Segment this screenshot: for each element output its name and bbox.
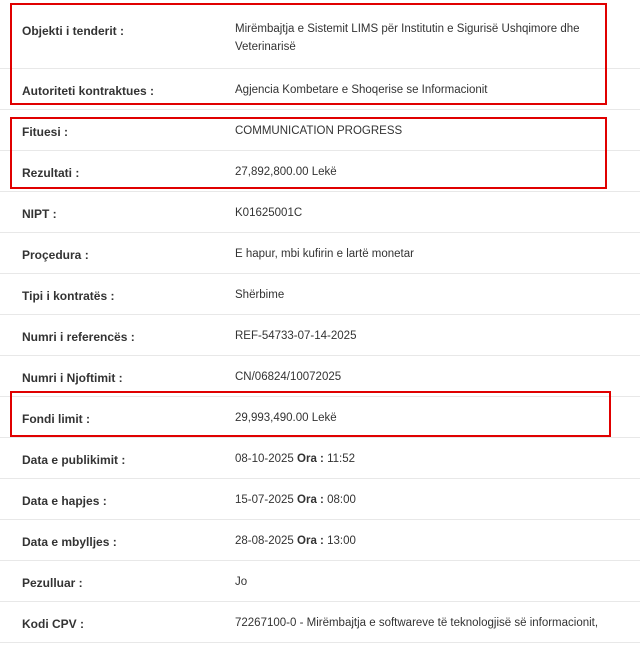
label-closing-date: Data e mbylljes : (22, 535, 117, 549)
row-opening-date (0, 479, 640, 520)
label-reference-number: Numri i referencës : (22, 330, 135, 344)
row-fund-limit (0, 397, 640, 438)
row-suspended (0, 561, 640, 602)
value-reference-number: REF-54733-07-14-2025 (235, 330, 357, 342)
row-reference-number (0, 315, 640, 356)
label-procedure: Proçedura : (22, 248, 89, 262)
label-cpv-code: Kodi CPV : (22, 617, 84, 631)
label-suspended: Pezulluar : (22, 576, 83, 590)
label-object: Objekti i tenderit : (22, 24, 125, 38)
row-publication-date (0, 438, 640, 479)
row-procedure (0, 233, 640, 274)
row-notice-number (0, 356, 640, 397)
row-result (0, 151, 640, 192)
label-fund-limit: Fondi limit : (22, 412, 90, 426)
closing-time: 13:00 (327, 535, 356, 547)
opening-time-label: Ora : (297, 494, 324, 506)
opening-time: 08:00 (327, 494, 356, 506)
label-opening-date: Data e hapjes : (22, 494, 107, 508)
publication-time: 11:52 (327, 453, 356, 465)
value-nipt: K01625001C (235, 207, 303, 219)
row-winner (0, 110, 640, 151)
value-notice-number: CN/06824/10072025 (235, 371, 342, 383)
value-opening-date (235, 491, 615, 509)
label-winner: Fituesi : (22, 125, 69, 139)
row-cpv-code (0, 602, 640, 643)
label-nipt: NIPT : (22, 207, 57, 221)
value-cpv-code: 72267100-0 - Mirëmbajtja e softwareve të teknologjisë së informacionit, (235, 617, 599, 629)
value-suspended: Jo (235, 576, 248, 588)
row-nipt (0, 192, 640, 233)
opening-date: 15-07-2025 (235, 494, 294, 506)
value-procedure: E hapur, mbi kufirin e lartë monetar (235, 248, 414, 260)
value-fund-limit: 29,993,490.00 Lekë (235, 412, 337, 424)
value-closing-date (235, 532, 615, 550)
row-object (0, 0, 640, 69)
value-object: Mirëmbajtja e Sistemit LIMS për Institutin e Sigurisë Ushqimore dhe Veterinarisë (235, 23, 580, 53)
label-notice-number: Numri i Njoftimit : (22, 371, 123, 385)
value-contracting-authority: Agjencia Kombetare e Shoqerise se Informacionit (235, 84, 488, 96)
label-contract-type: Tipi i kontratës : (22, 289, 115, 303)
publication-date: 08-10-2025 (235, 453, 294, 465)
label-result: Rezultati : (22, 166, 80, 180)
row-contracting-authority (0, 69, 640, 110)
value-publication-date (235, 450, 615, 468)
publication-time-label: Ora : (297, 453, 324, 465)
label-publication-date: Data e publikimit : (22, 453, 126, 467)
row-contract-type (0, 274, 640, 315)
closing-date: 28-08-2025 (235, 535, 294, 547)
row-closing-date (0, 520, 640, 561)
value-winner: COMMUNICATION PROGRESS (235, 125, 403, 137)
label-contracting-authority: Autoriteti kontraktues : (22, 84, 155, 98)
value-contract-type: Shërbime (235, 289, 285, 301)
closing-time-label: Ora : (297, 535, 324, 547)
value-result: 27,892,800.00 Lekë (235, 166, 337, 178)
